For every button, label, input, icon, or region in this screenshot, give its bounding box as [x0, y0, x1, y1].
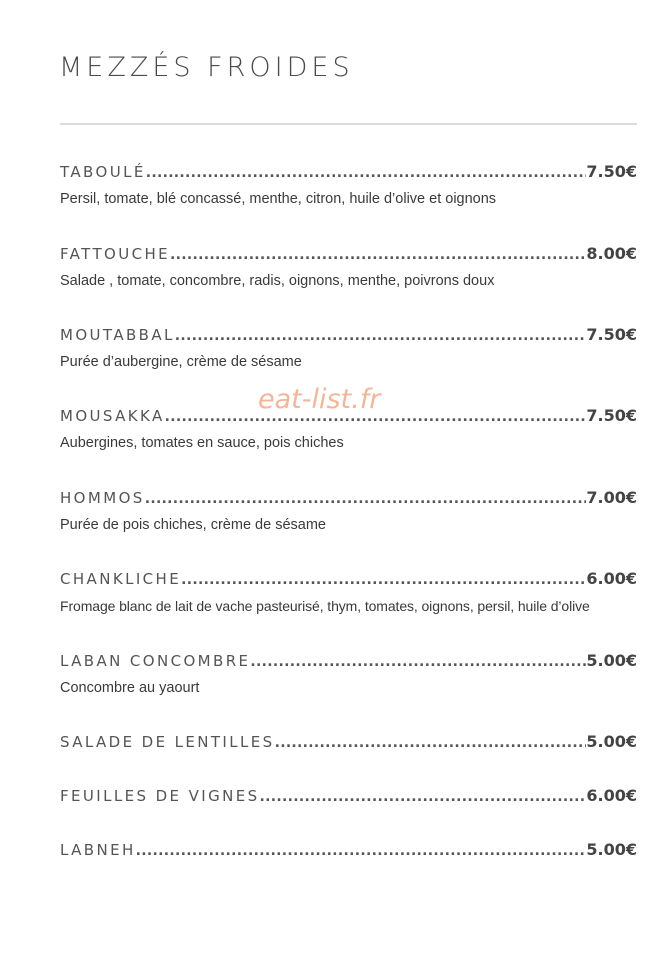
- item-description: Concombre au yaourt: [60, 680, 200, 696]
- item-price: 8.00€: [586, 244, 637, 263]
- dot-leader: [175, 328, 587, 344]
- item-name: HOMMOS: [60, 489, 145, 507]
- item-header: [60, 162, 637, 184]
- dot-leader: [136, 843, 587, 859]
- item-header: [60, 786, 637, 808]
- item-name: FATTOUCHE: [60, 245, 171, 263]
- item-header: [60, 732, 637, 754]
- item-header: [60, 651, 637, 673]
- item-price: 7.50€: [586, 406, 637, 425]
- item-name: TABOULÉ: [60, 163, 146, 181]
- item-description: Salade , tomate, concombre, radis, oignons, menthe, poivrons doux: [60, 273, 495, 289]
- item-price: 6.00€: [586, 569, 637, 588]
- item-price: 7.50€: [586, 162, 637, 181]
- menu-item-taboule: [60, 162, 637, 208]
- item-description: Purée d’aubergine, crème de sésame: [60, 354, 302, 370]
- item-price: 5.00€: [586, 732, 637, 751]
- item-price: 7.00€: [586, 488, 637, 507]
- item-description: Aubergines, tomates en sauce, pois chiches: [60, 435, 344, 451]
- menu-item-fattouche: [60, 244, 637, 290]
- item-name: CHANKLICHE: [60, 570, 182, 588]
- item-header: [60, 569, 637, 591]
- item-header: [60, 325, 637, 347]
- menu-item-feuilles-de-vignes: [60, 786, 637, 808]
- dot-leader: [181, 572, 586, 588]
- item-description: Persil, tomate, blé concassé, menthe, citron, huile d’olive et oignons: [60, 191, 497, 207]
- item-price: 6.00€: [586, 786, 637, 805]
- dot-leader: [250, 654, 586, 670]
- dot-leader: [275, 735, 587, 751]
- item-description: Purée de pois chiches, crème de sésame: [60, 517, 326, 533]
- item-header: [60, 840, 637, 862]
- dot-leader: [260, 789, 587, 805]
- menu-item-chankliche: [60, 569, 637, 615]
- item-name: LABNEH: [60, 841, 136, 859]
- menu-item-hommos: [60, 488, 637, 534]
- item-name: FEUILLES DE VIGNES: [60, 787, 260, 805]
- item-price: 7.50€: [586, 325, 637, 344]
- menu-item-laban-concombre: [60, 651, 637, 697]
- watermark: eat-list.fr: [258, 384, 381, 415]
- item-price: 5.00€: [586, 651, 637, 670]
- menu-item-salade-de-lentilles: [60, 732, 637, 754]
- item-header: [60, 244, 637, 266]
- item-name: SALADE DE LENTILLES: [60, 733, 275, 751]
- dot-leader: [146, 165, 587, 181]
- page-title: MEZZÉS FROIDES: [59, 52, 354, 83]
- item-name: LABAN CONCOMBRE: [60, 652, 251, 670]
- item-name: MOUTABBAL: [60, 326, 175, 344]
- item-name: MOUSAKKA: [60, 407, 165, 425]
- menu-item-moutabbal: [60, 325, 637, 371]
- menu-item-labneh: [60, 840, 637, 862]
- item-header: [60, 488, 637, 510]
- dot-leader: [145, 491, 587, 507]
- dot-leader: [170, 247, 586, 263]
- item-description: Fromage blanc de lait de vache pasteurisé, thym, tomates, oignons, persil, huile d’olive: [60, 598, 590, 614]
- item-price: 5.00€: [586, 840, 637, 859]
